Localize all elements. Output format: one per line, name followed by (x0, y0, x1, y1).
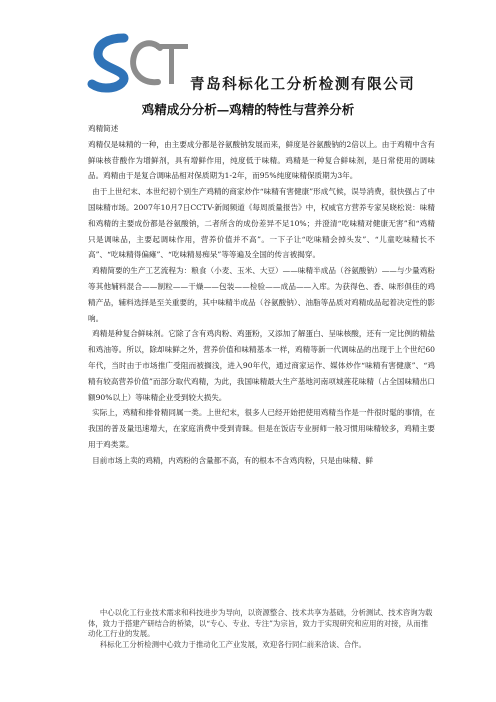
document-body (88, 121, 435, 469)
page-footer (88, 608, 435, 650)
footer-text: 科标化工分析检测中心致力于推动化工产业发展，欢迎各行同仁前来洽谈、合作。 (99, 639, 366, 649)
company-name: 青岛科标化工分析检测有限公司 (190, 77, 416, 93)
section-heading: 鸡精简述 (88, 124, 119, 133)
logo-t-stem (169, 44, 174, 84)
logo-s-shape (92, 38, 124, 88)
footer-text: 中心以化工行业技术需求和科技进步为导向，以资源整合、技术共享为基础，分析测试、技术咨询为载体，致力于搭建产研结合的桥梁，以“专心、专业、专注”为宗旨，致力于实现研究和应用的对接，从而推动化工行业的发展。 (88, 608, 433, 639)
paragraph: 鸡精是种复合鲜味剂。它除了含有鸡肉粉、鸡蛋粉，又添加了解蛋白、呈味核酸，还有一定比例的精盐和鸡油等。所以，除却味鲜之外，营养价值和味精基本一样，鸡精等新一代调味品的出现于上个世纪60年代，当时由于市场推广受阻而被搁浅，进入90年代，通过商家运作、媒体炒作“味精有害健康”、“鸡精有较高营养价值”而部分取代鸡精，为此，我国味精最大生产基地河南项城莲花味精（占全国味精出口额90%以上）等味精企业受到较大损失。 (88, 329, 435, 402)
paragraph: 由于上世纪末、本世纪初个别生产鸡精的商家炒作“味精有害健康”形成气候，误导消费，很快强占了中国味精市场。2007年10月7日CCTV-新闻频道《每周质量报告》中，权威官方营养专家吴晓松说：味精和鸡精的主要成份都是谷氨酸钠，二者所含的成份差异不足10%；并澄清“吃味精对健康无害”和“鸡精只是调味品，主要起调味作用，营养价值并不高”。一下子让“吃味精会掉头发”、“儿童吃味精长不高”、“吃味精得偏瘫”、“吃味精易痴呆”等等遍及全国的传言被揭穿。 (88, 187, 435, 260)
paragraph: 目前市场上卖的鸡精，内鸡粉的含量都不高，有的根本不含鸡肉粉，只是由味精、鲜 (92, 455, 374, 465)
paragraph: 鸡精简要的生产工艺流程为：粮食（小麦、玉米、大豆）——味精半成品（谷氨酸钠）——与少量鸡粉等其他辅料混合——制粒——干燥——包装——检验——成品——入库。为获得色、香、味形俱佳的鸡精产品，辅料选择是至关重要的，其中味精半成品（谷氨酸钠）、油脂等品质对鸡精成品起着决定性的影响。 (88, 266, 435, 323)
sct-logo (86, 30, 196, 105)
document-title: 鸡精成分分析—鸡精的特性与营养分析 (141, 102, 355, 117)
paragraph: 实际上，鸡精和排骨精同属一类。上世纪末，很多人已经开始把使用鸡精当作是一件很时髦的事情，在我国的普及量迅速增大，在家庭消费中受到青睐。但是在饭店专业厨师一般习惯用味精较多，鸡精主要用于鸡类菜。 (88, 408, 435, 449)
paragraph: 鸡精仅是味精的一种，由主要成分都是谷氨酸钠发展而来，鲜度是谷氨酸钠的2倍以上。由于鸡精中含有鲜味核苷酸作为增鲜剂，具有增鲜作用，纯度低于味精。鸡精是一种复合鲜味剂，是日常使用的调味品。鸡精由于是复合调味品相对保质期为1-2年，而95%纯度味精保质期为3年。 (88, 139, 435, 181)
logo-c-shape (133, 43, 160, 82)
